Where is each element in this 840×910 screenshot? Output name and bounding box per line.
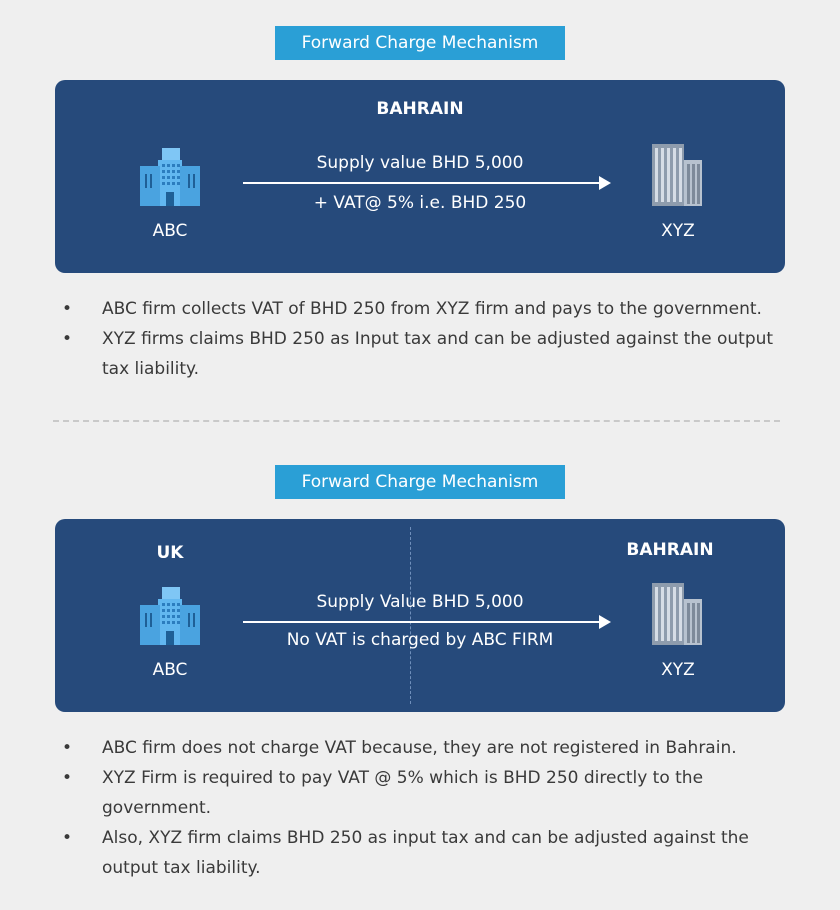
section2-country-left-label: UK xyxy=(156,543,184,563)
section2-recipient-name: XYZ xyxy=(661,660,695,680)
bullet-text: Also, XYZ firm claims BHD 250 as input tax and can be adjusted against the output tax liability. xyxy=(102,828,749,878)
office-building-icon xyxy=(140,587,200,645)
section2-arrow-head xyxy=(599,615,611,629)
bullet-text: ABC firm collects VAT of BHD 250 from XYZ firm and pays to the government. xyxy=(102,299,762,319)
skyscraper-icon xyxy=(652,583,704,645)
section2-flow-bottom-text: No VAT is charged by ABC FIRM xyxy=(286,630,554,650)
section2-title-tag: Forward Charge Mechanism xyxy=(275,465,565,499)
list-item xyxy=(55,294,795,324)
bullet-dot: • xyxy=(62,738,73,758)
section2-diagram-panel xyxy=(55,519,785,712)
bullet-dot: • xyxy=(62,329,73,349)
section2-flow-arrow xyxy=(243,621,599,623)
list-item xyxy=(55,763,795,823)
section1-bullet-list xyxy=(55,294,795,384)
bullet-text: XYZ firms claims BHD 250 as Input tax and can be adjusted against the output tax liability. xyxy=(102,329,774,379)
office-building-icon xyxy=(140,148,200,206)
section1-flow-arrow xyxy=(243,182,599,184)
bullet-dot: • xyxy=(62,299,73,319)
bullet-text: XYZ Firm is required to pay VAT @ 5% which is BHD 250 directly to the government. xyxy=(102,768,704,818)
section2-supplier-name: ABC xyxy=(152,660,188,680)
section2-country-right-label: BAHRAIN xyxy=(626,540,714,560)
bullet-dot: • xyxy=(62,768,73,788)
section1-country-label: BAHRAIN xyxy=(376,99,464,119)
list-item xyxy=(55,823,795,883)
section1-flow-top-text: Supply value BHD 5,000 xyxy=(316,153,524,173)
bullet-text: ABC firm does not charge VAT because, they are not registered in Bahrain. xyxy=(102,738,737,758)
section1-title-tag: Forward Charge Mechanism xyxy=(275,26,565,60)
section2-flow-top-text: Supply Value BHD 5,000 xyxy=(316,592,524,612)
section1-arrow-head xyxy=(599,176,611,190)
section2-bullet-list xyxy=(55,733,795,883)
list-item xyxy=(55,733,795,763)
country-border-divider xyxy=(410,527,411,704)
section1-flow-bottom-text: + VAT@ 5% i.e. BHD 250 xyxy=(313,193,527,213)
section1-diagram-panel xyxy=(55,80,785,273)
section1-recipient-name: XYZ xyxy=(661,221,695,241)
section-divider xyxy=(53,420,780,422)
bullet-dot: • xyxy=(62,828,73,848)
list-item xyxy=(55,324,795,384)
skyscraper-icon xyxy=(652,144,704,206)
section1-supplier-name: ABC xyxy=(152,221,188,241)
